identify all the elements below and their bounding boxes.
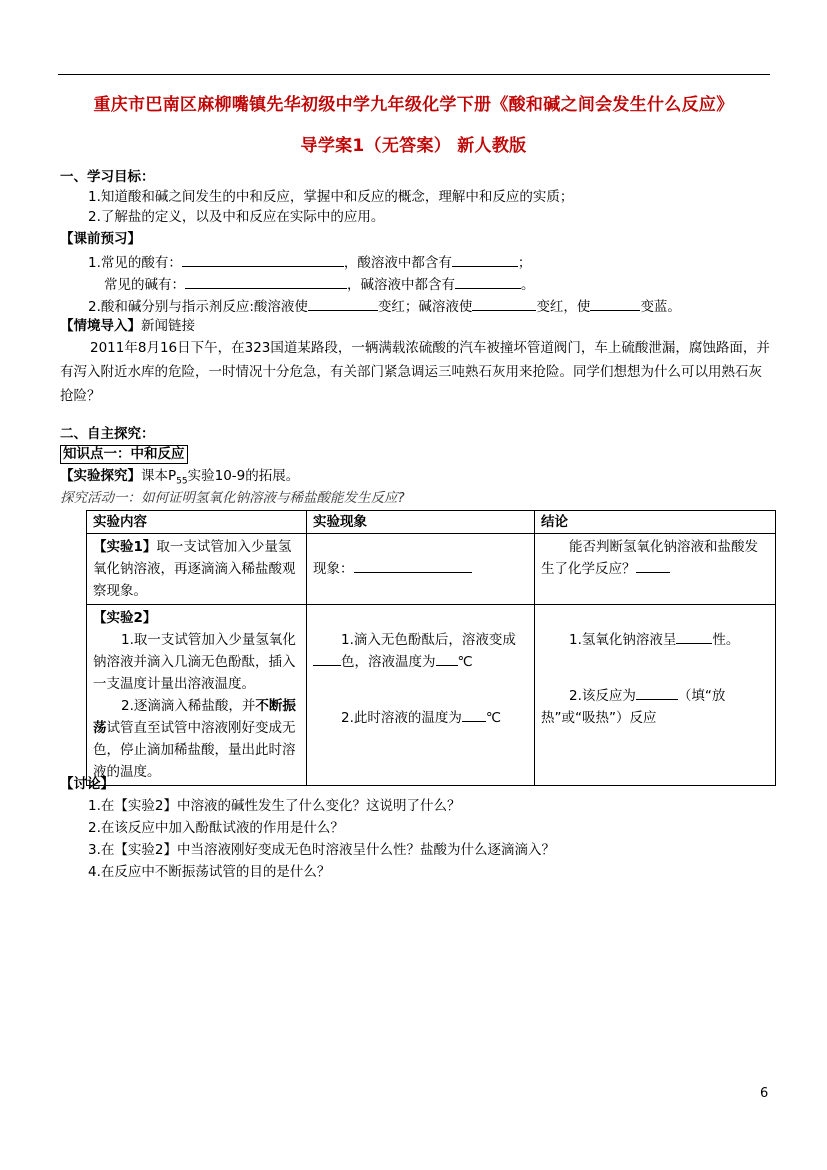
preview-q1a xyxy=(88,252,531,273)
exp2-c1-b: 性。 xyxy=(712,632,740,648)
exp-text-sub: 55 xyxy=(176,476,188,487)
base-list-blank[interactable] xyxy=(185,274,347,289)
section1-heading: 一、学习目标： xyxy=(60,169,155,185)
table-header-row xyxy=(87,511,776,534)
exp2-label: 【实验2】 xyxy=(93,610,157,626)
exp2-heat-blank[interactable] xyxy=(636,685,678,700)
table-row xyxy=(87,605,776,786)
exp2-ph1-a: 1.滴入无色酚酞后，溶液变成 xyxy=(341,632,516,648)
knowledge-point-label: 知识点一：中和反应 xyxy=(60,445,188,464)
scenario-heading: 【情境导入】 xyxy=(60,318,141,334)
discussion-q2: 2.在该反应中加入酚酞试液的作用是什么？ xyxy=(88,820,344,836)
q1a-end: ； xyxy=(517,255,532,271)
exp2-step2-a: 2.逐滴滴入稀盐酸，并 xyxy=(121,698,256,714)
scenario-text: 2011年8月16日下午，在323国道某路段，一辆满载浓硫酸的汽车被撞坏管道阀门，车上硫酸泄漏，腐蚀路面，并有泻入附近水库的危险，一时情况十分危急，有关部门紧急调运三吨熟石灰用来抢险。同学们想想为什么可以用熟石灰抢险？ xyxy=(60,340,770,404)
exp1-phenomenon-blank[interactable] xyxy=(354,558,472,573)
exp-text-a: 课本P xyxy=(141,468,177,484)
exp2-ph2-a: 2.此时溶液的温度为 xyxy=(341,710,462,726)
exp1-phenomenon xyxy=(307,534,535,605)
goal-2: 2.了解盐的定义，以及中和反应在实际中的应用。 xyxy=(88,209,385,225)
exp2-step2 xyxy=(93,695,300,783)
exp2-property-blank[interactable] xyxy=(676,629,712,644)
exp1-conclusion-text: 能否判断氢氧化钠溶液和盐酸发生了化学反应？ xyxy=(541,539,758,577)
header-conclusion: 结论 xyxy=(535,511,776,534)
base-ion-blank[interactable] xyxy=(455,274,521,289)
base-indicator-blue-blank[interactable] xyxy=(590,296,640,311)
preview-q1b xyxy=(104,274,535,295)
goal-1: 1.知道酸和碱之间发生的中和反应，掌握中和反应的概念，理解中和反应的实质； xyxy=(88,189,574,205)
exp2-step2-bold: 不断振荡 xyxy=(93,698,296,736)
scenario-subtitle: 新闻链接 xyxy=(141,318,195,334)
table-row xyxy=(87,534,776,605)
exp2-c2-a: 2.该反应为 xyxy=(569,688,636,704)
activity-title: 探究活动一：如何证明氢氧化钠溶液与稀盐酸能发生反应? xyxy=(60,490,405,506)
discussion-q4: 4.在反应中不断振荡试管的目的是什么？ xyxy=(88,864,331,880)
preview-q2 xyxy=(88,296,681,317)
exp1-label: 【实验1】 xyxy=(93,539,157,555)
exp-text-b: 实验10-9的拓展。 xyxy=(187,468,300,484)
q2-mid2: 变红，使 xyxy=(536,299,591,315)
exp1-conclusion-blank[interactable] xyxy=(636,558,670,573)
q1b-prefix: 常见的碱有： xyxy=(104,277,185,293)
q2-prefix: 2.酸和碱分别与指示剂反应:酸溶液使 xyxy=(88,299,308,315)
exp2-c2-b: （填“放热”或“吸热”）反应 xyxy=(541,688,726,726)
experiment-table xyxy=(86,510,776,786)
exp2-conclusion xyxy=(535,605,776,786)
q2-end: 变蓝。 xyxy=(640,299,681,315)
base-indicator-red-blank[interactable] xyxy=(472,296,536,311)
q1a-prefix: 1.常见的酸有： xyxy=(88,255,182,271)
exp2-step2-b: 试管直至试管中溶液刚好变成无色，停止滴加稀盐酸，量出此时溶液的温度。 xyxy=(93,720,296,780)
exp2-phenomenon xyxy=(307,605,535,786)
q2-mid1: 变红；碱溶液使 xyxy=(377,299,473,315)
exp2-step1: 1.取一支试管加入少量氢氧化钠溶液并滴入几滴无色酚酞，插入一支温度计量出溶液温度。 xyxy=(93,632,296,692)
document-title-line1: 重庆市巴南区麻柳嘴镇先华初级中学九年级化学下册《酸和碱之间会发生什么反应》 xyxy=(93,95,734,115)
exp1-conclusion xyxy=(535,534,776,605)
q1b-end: 。 xyxy=(521,277,535,293)
exp-heading: 【实验探究】 xyxy=(60,468,141,484)
exp2-ph2-unit: ℃ xyxy=(485,710,502,726)
exp1-text: 取一支试管加入少量氢氧化钠溶液，再逐滴滴入稀盐酸观察现象。 xyxy=(93,539,296,599)
acid-list-blank[interactable] xyxy=(182,252,344,267)
exp2-temp2-blank[interactable] xyxy=(462,707,486,722)
knowledge-point-line xyxy=(60,444,188,464)
scenario-heading-line xyxy=(60,316,195,336)
section2-heading: 二、自主探究： xyxy=(60,426,155,442)
header-rule xyxy=(58,74,770,75)
q1b-mid: ，碱溶液中都含有 xyxy=(347,277,455,293)
discussion-q3: 3.在【实验2】中当溶液刚好变成无色时溶液呈什么性？盐酸为什么逐滴滴入？ xyxy=(88,842,555,858)
acid-indicator-blank[interactable] xyxy=(308,296,378,311)
exp1-content xyxy=(87,534,307,605)
exp2-color-blank[interactable] xyxy=(313,651,341,666)
exp1-phenomenon-prefix: 现象： xyxy=(313,561,354,577)
exp2-ph1-b: 色，溶液温度为 xyxy=(341,654,436,670)
exp2-temp1-blank[interactable] xyxy=(436,651,458,666)
header-content: 实验内容 xyxy=(87,511,307,534)
document-title-line2: 导学案1（无答案） 新人教版 xyxy=(300,136,527,156)
discussion-heading: 【讨论】 xyxy=(60,776,114,792)
preview-heading: 【课前预习】 xyxy=(60,231,141,247)
discussion-q1: 1.在【实验2】中溶液的碱性发生了什么变化？这说明了什么？ xyxy=(88,798,461,814)
acid-ion-blank[interactable] xyxy=(452,252,518,267)
header-phenomenon: 实验现象 xyxy=(307,511,535,534)
exp2-content xyxy=(87,605,307,786)
exp2-c1-a: 1.氢氧化钠溶液呈 xyxy=(569,632,677,648)
page-number: 6 xyxy=(760,1086,769,1101)
q1a-mid: ，酸溶液中都含有 xyxy=(343,255,452,271)
exp2-ph1-unit: ℃ xyxy=(457,654,473,670)
